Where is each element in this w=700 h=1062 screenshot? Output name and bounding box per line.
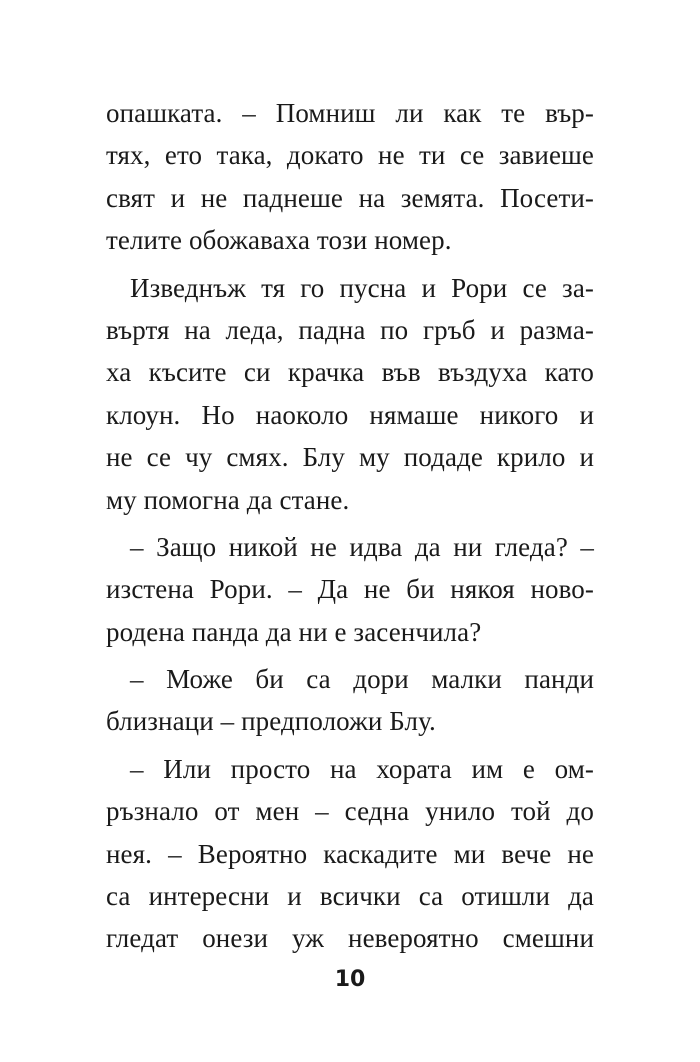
text-line: ха късите си крачка във въздуха като [106,357,594,388]
text-line: изстена Рори. – Да не би някоя ново- [106,574,594,605]
paragraph [106,748,594,960]
text-line: – Защо никой не идва да ни гледа? – [130,531,594,562]
text-line: му помогна да стане. [106,484,350,515]
text-line: – Може би са дори малки панди [130,664,594,695]
text-line: близнаци – предположи Блу. [106,706,436,737]
text-line: телите обожаваха този номер. [106,225,452,256]
text-line: ръзнало от мен – седна унило той до [106,796,594,827]
text-line: – Или просто на хората им е ом- [130,753,594,784]
paragraph [106,267,594,521]
text-line: клоун. Но наоколо нямаше никого и [106,399,594,430]
text-line: родена панда да ни е засенчила? [106,616,482,647]
page-body [106,92,594,960]
text-line: не се чу смях. Блу му подаде крило и [106,442,594,473]
text-line: нея. – Вероятно каскадите ми вече не [106,838,594,869]
text-line: свят и не паднеше на земята. Посети- [106,182,594,213]
text-line: гледат онези уж невероятно смешни [106,923,594,954]
text-line: въртя на леда, падна по гръб и размa- [106,314,594,345]
text-line: тях, ето така, докато не ти се завиеше [106,140,594,171]
text-line: опашката. – Помниш ли как те вър- [106,98,594,128]
paragraph [106,526,594,653]
paragraph [106,92,594,262]
text-line: Изведнъж тя го пусна и Рори се за- [130,272,594,303]
text-line: са интересни и всички са отишли да [106,881,594,912]
page-number: 10 [334,967,366,992]
paragraph [106,658,594,743]
